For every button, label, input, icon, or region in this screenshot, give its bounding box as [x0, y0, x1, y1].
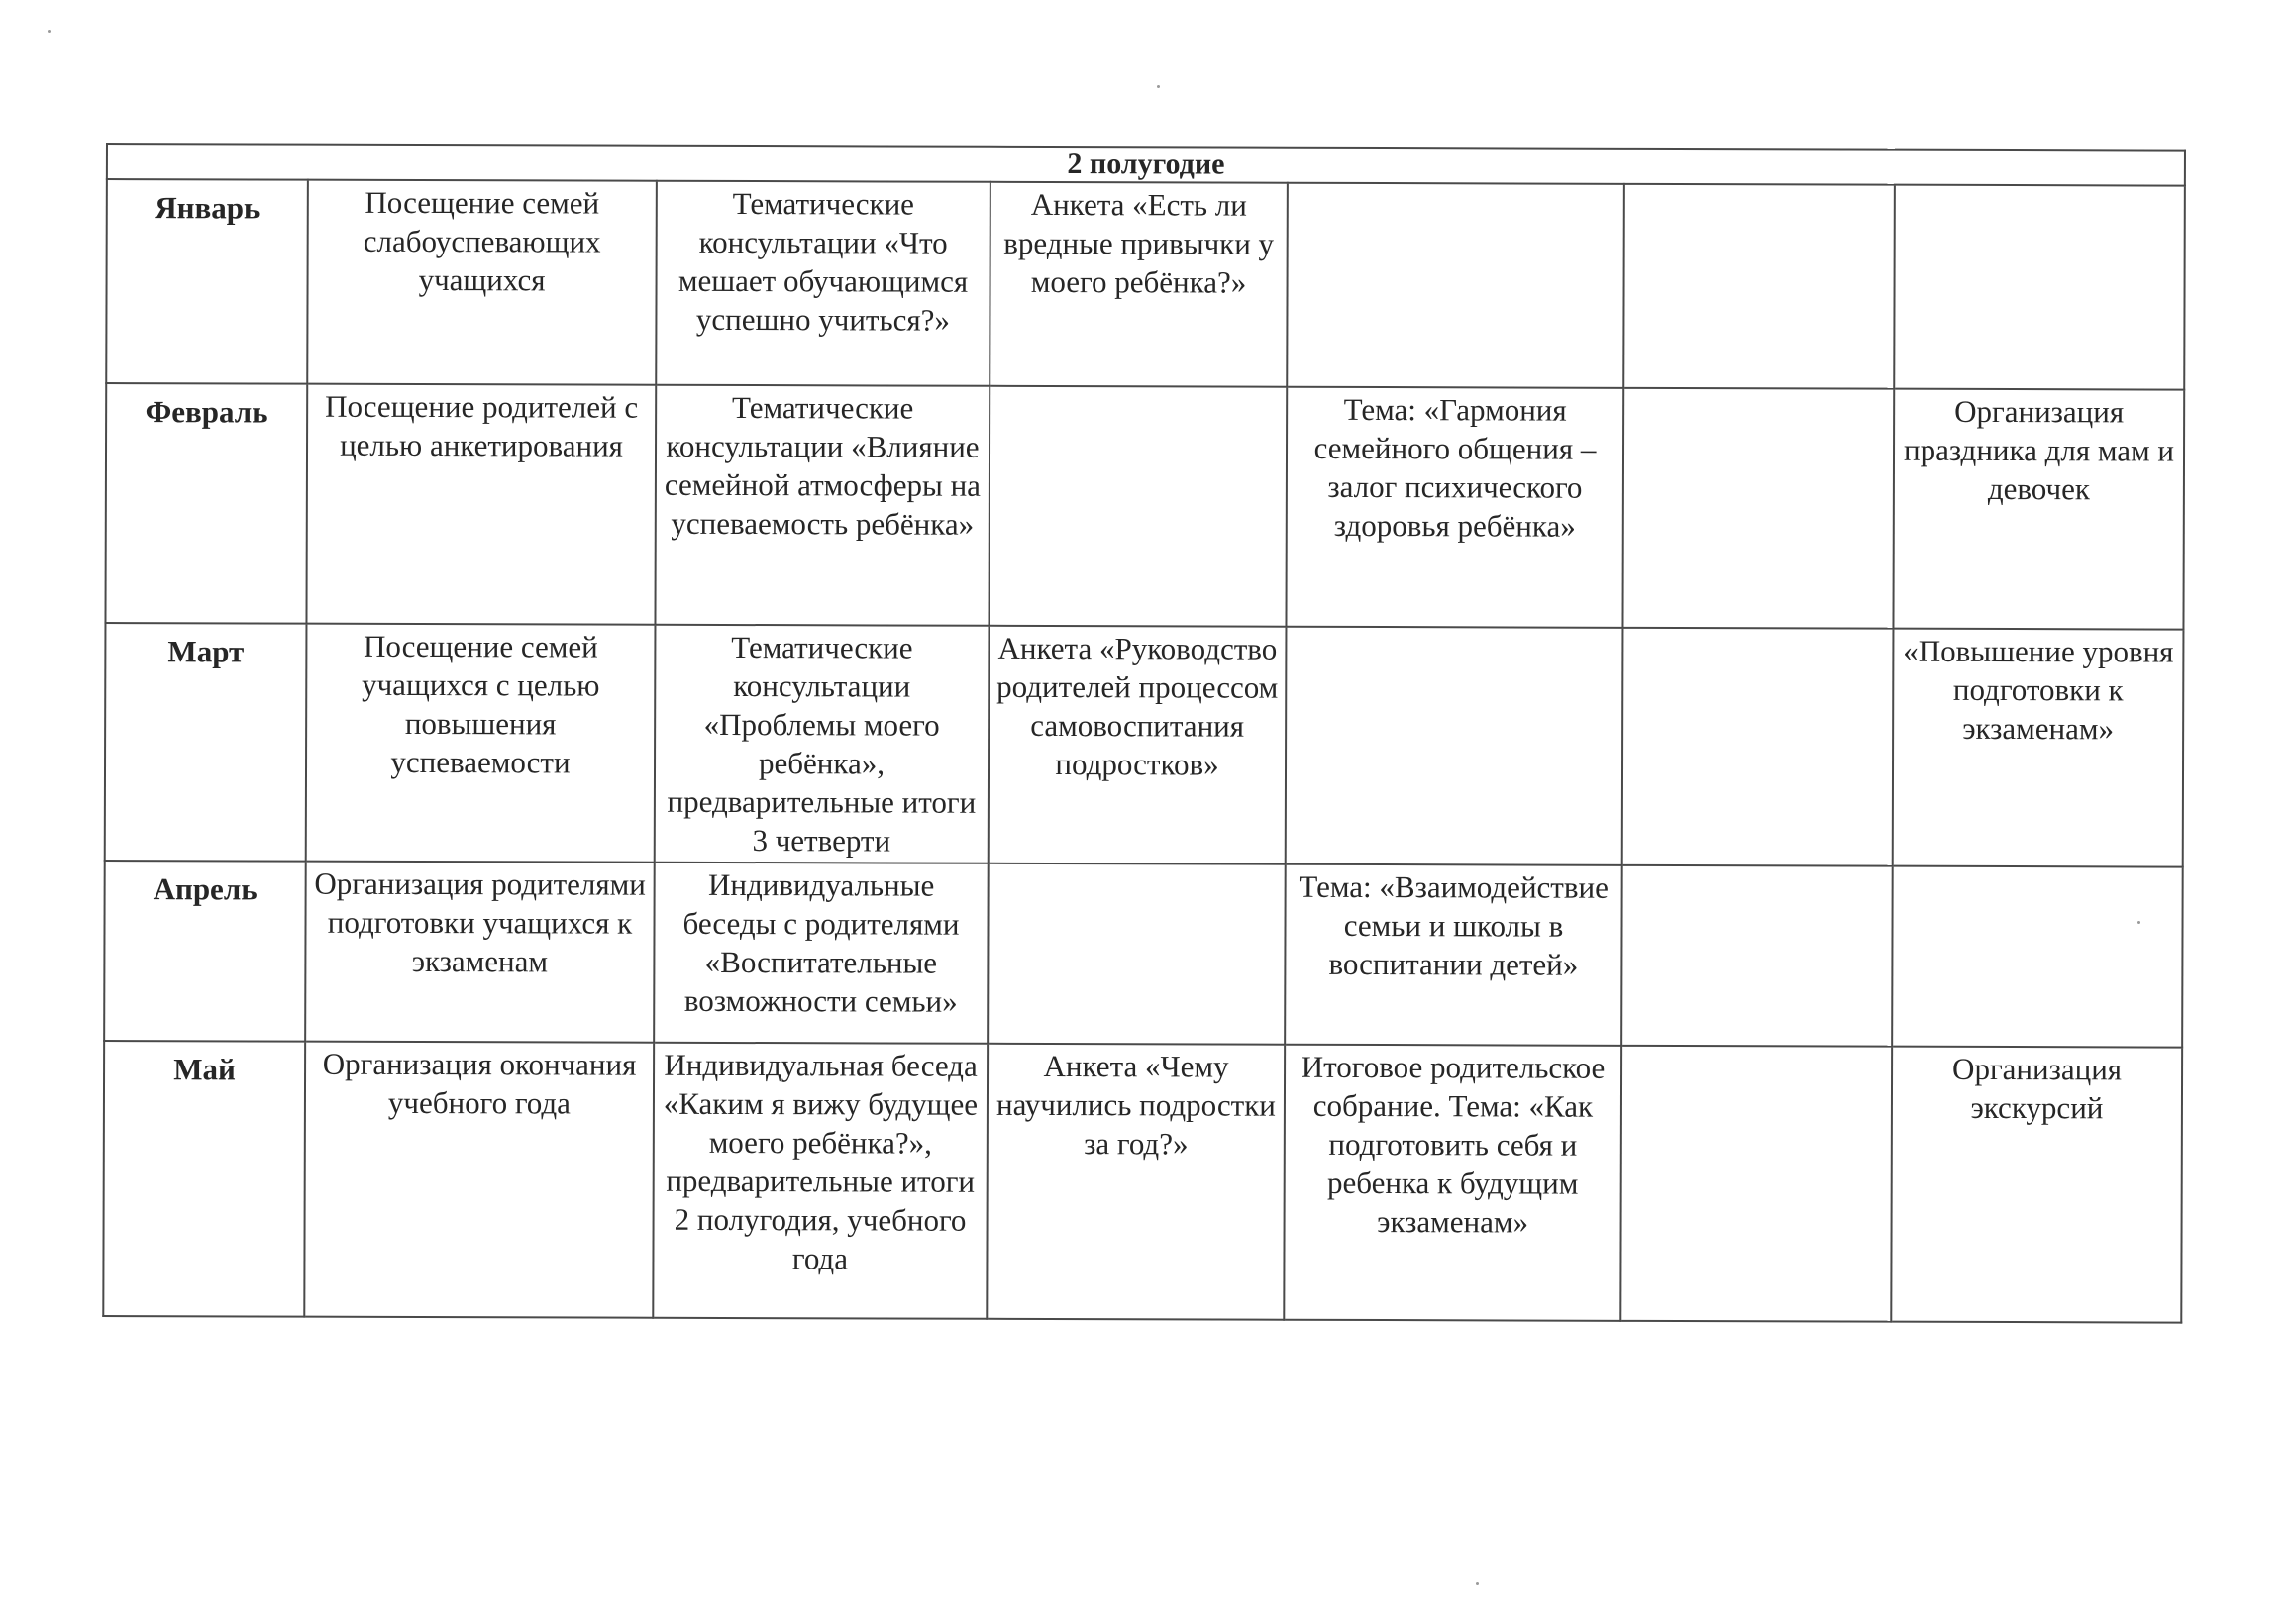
table-cell: [989, 386, 1287, 627]
table-cell: [1622, 388, 1894, 629]
table-cell: Тема: «Взаимодействие семьи и школы в воспитании детей»: [1285, 864, 1622, 1046]
table-cell: Посещение семей слабоуспевающих учащихся: [307, 180, 657, 385]
table-cell: Организация родителями подготовки учащихся к экзаменам: [305, 862, 655, 1043]
table-cell: Тематические консультации «Проблемы моего ребёнка», предварительные итоги 3 четверти: [655, 625, 990, 863]
table-cell: [988, 863, 1286, 1045]
month-label: Май: [103, 1041, 305, 1317]
table-cell: [1623, 184, 1895, 389]
table-cell: Индивидуальные беседы с родителями «Воспитательные возможности семьи»: [654, 863, 989, 1044]
month-label: Февраль: [105, 383, 307, 624]
scan-speck: [1157, 85, 1160, 88]
table-cell: Тематические консультации «Влияние семейной атмосферы на успеваемость ребёнка»: [655, 385, 990, 626]
table-row: [105, 383, 2184, 630]
semester-plan-table: [102, 143, 2186, 1324]
table-row: [106, 179, 2185, 390]
table-cell: Организация экскурсий: [1891, 1047, 2182, 1323]
table-cell: Итоговое родительское собрание. Тема: «Как подготовить себя и ребенка к будущим экзаменам»: [1284, 1045, 1621, 1321]
table-cell: [1622, 628, 1894, 866]
table-cell: [1894, 185, 2185, 390]
table-cell: [1892, 866, 2183, 1048]
table-cell: Анкета «Есть ли вредные привычки у моего ребёнка?»: [990, 182, 1288, 387]
table-cell: Тематические консультации «Что мешает обучающимся успешно учиться?»: [656, 181, 990, 386]
table-row: [104, 861, 2183, 1048]
scan-speck: [48, 30, 51, 33]
table-cell: «Повышение уровня подготовки к экзаменам»: [1893, 629, 2184, 867]
table-cell: Индивидуальная беседа «Каким я вижу будущее моего ребёнка?», предварительные итоги 2 полугодия, учебного года: [653, 1043, 988, 1319]
table-cell: [1286, 627, 1623, 865]
table-cell: Анкета «Руководство родителей процессом самовоспитания подростков»: [989, 626, 1287, 864]
table-cell: Организация праздника для мам и девочек: [1893, 389, 2184, 630]
table-cell: Посещение семей учащихся с целью повышения успеваемости: [306, 624, 656, 863]
scan-speck: [1476, 1582, 1479, 1585]
month-label: Январь: [106, 179, 308, 384]
table-cell: [1287, 183, 1624, 388]
table-cell: Тема: «Гармония семейного общения – залог психического здоровья ребёнка»: [1286, 387, 1623, 628]
table-cell: Организация окончания учебного года: [304, 1042, 654, 1318]
table-cell: Посещение родителей с целью анкетирования: [306, 384, 656, 625]
month-label: Апрель: [104, 861, 306, 1042]
table-row: [103, 1041, 2182, 1323]
table-cell: Анкета «Чему научились подростки за год?»: [987, 1044, 1285, 1320]
month-label: Март: [105, 623, 307, 862]
table-row: [105, 623, 2184, 867]
table-cell: [1620, 1046, 1892, 1322]
table-cell: [1621, 865, 1893, 1047]
semester-title: 2 полугодие: [107, 144, 2185, 186]
